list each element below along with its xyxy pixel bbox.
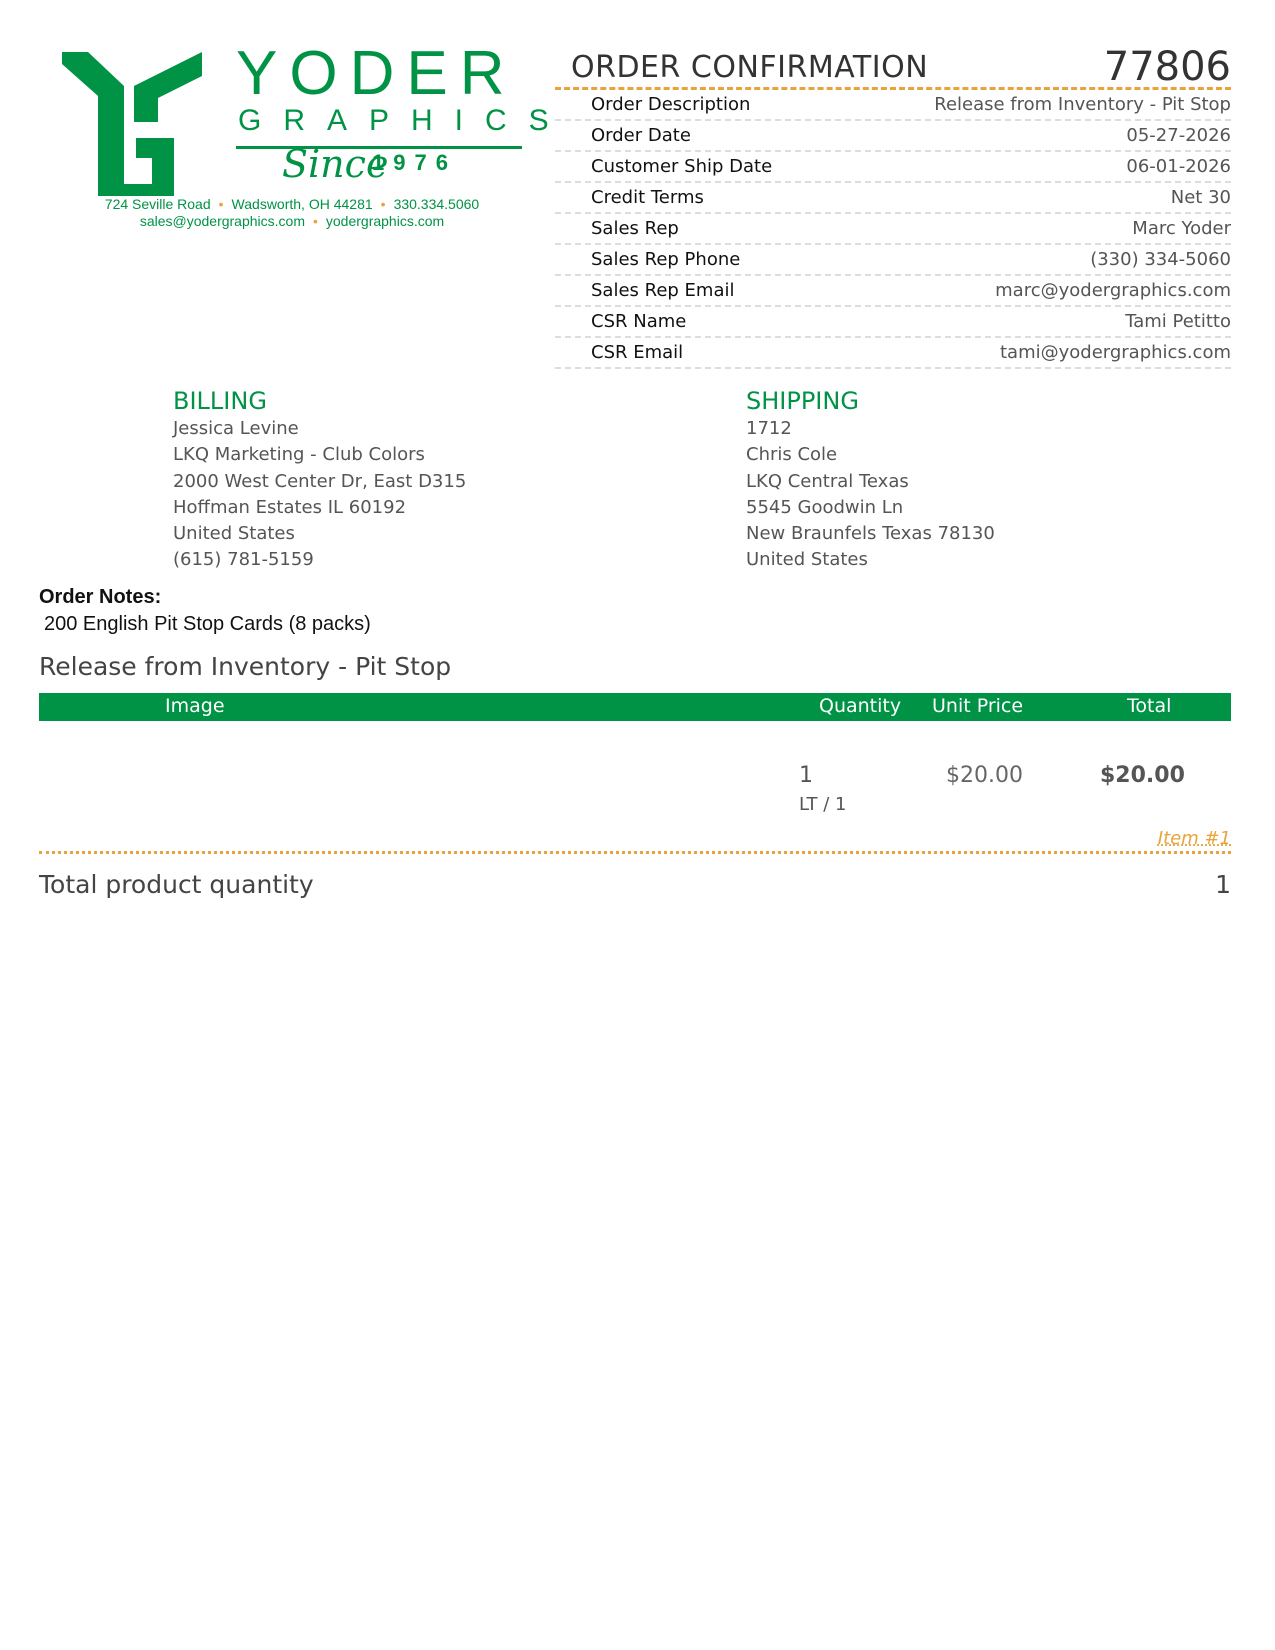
info-row-order-date [555,121,1231,152]
info-label: Sales Rep [591,218,679,239]
shipping-line: 5545 Goodwin Ln [746,496,904,518]
order-header [555,44,1231,88]
billing-address [173,386,466,574]
item-number-label: Item #1 [1157,828,1231,849]
order-info-table [555,90,1231,369]
section-title: Release from Inventory - Pit Stop [39,652,452,681]
header-total: Total [1127,695,1172,717]
info-value: Net 30 [1170,187,1231,208]
order-notes-text: 200 English Pit Stop Cards (8 packs) [44,613,371,635]
billing-line: United States [173,523,295,545]
info-value: (330) 334-5060 [1090,249,1231,270]
brand-year: 1976 [372,150,457,175]
order-notes-heading: Order Notes: [39,586,162,608]
info-label: Order Date [591,125,691,146]
info-label: Customer Ship Date [591,156,773,177]
items-table-header [39,693,1231,721]
company-phone: 330.334.5060 [393,196,480,212]
company-website[interactable]: yodergraphics.com [325,213,445,229]
shipping-line: United States [746,549,868,571]
brand-name-yoder: YODER [236,39,517,108]
info-row-csr-name [555,307,1231,338]
info-label: Order Description [591,94,751,115]
brand-since: Since [282,142,389,186]
billing-line: LKQ Marketing - Club Colors [173,444,425,466]
billing-heading: BILLING [173,387,267,415]
yg-monogram-icon [62,46,222,196]
shipping-line: New Braunfels Texas 78130 [746,523,995,545]
item-unit: LT / 1 [799,794,847,815]
order-title: ORDER CONFIRMATION [571,50,929,85]
info-label: Credit Terms [591,187,704,208]
company-logo [62,39,571,246]
company-city: Wadsworth, OH 44281 [231,196,373,212]
billing-line: 2000 West Center Dr, East D315 [173,470,467,492]
info-row-order-description [555,90,1231,121]
header-unit-price: Unit Price [932,695,1024,717]
brand-name-graphics: GRAPHICS [238,104,571,137]
csr-email-link[interactable]: tami@yodergraphics.com [999,342,1231,363]
info-value: 06-01-2026 [1126,156,1231,177]
item-divider [39,851,1231,854]
info-value: Release from Inventory - Pit Stop [934,94,1231,115]
company-address: 724 Seville Road [104,196,211,212]
billing-line: (615) 781-5159 [173,549,314,571]
company-web-line: sales@yodergraphics.com • yodergraphics.com [139,213,445,229]
item-quantity: 1 [799,763,813,788]
shipping-line: Chris Cole [746,444,838,466]
shipping-address [746,386,995,574]
info-row-csr-email [555,338,1231,369]
header-image: Image [165,695,225,717]
info-value: Marc Yoder [1132,218,1231,239]
info-value: 05-27-2026 [1126,125,1231,146]
info-row-sales-rep [555,214,1231,245]
order-notes [39,586,371,636]
billing-line: Hoffman Estates IL 60192 [173,496,407,518]
billing-line: Jessica Levine [173,418,299,439]
info-label: Sales Rep Phone [591,249,741,270]
item-total: $20.00 [1100,763,1185,788]
company-address-line: 724 Seville Road • Wadsworth, OH 44281 • 330.334.5060 [104,196,480,212]
info-row-credit-terms [555,183,1231,214]
total-quantity-value: 1 [1215,870,1231,899]
info-value: Tami Petitto [1125,311,1231,332]
shipping-line: 1712 [746,418,792,439]
total-quantity-label: Total product quantity [39,870,314,899]
info-label: Sales Rep Email [591,280,735,301]
info-label: CSR Email [591,342,684,363]
info-row-sales-rep-phone [555,245,1231,276]
header-quantity: Quantity [819,695,902,717]
sales-rep-email-link[interactable]: marc@yodergraphics.com [995,280,1231,301]
shipping-line: LKQ Central Texas [746,470,909,492]
info-row-ship-date [555,152,1231,183]
company-email[interactable]: sales@yodergraphics.com [139,213,305,229]
info-label: CSR Name [591,311,687,332]
info-row-sales-rep-email [555,276,1231,307]
item-unit-price: $20.00 [946,763,1023,788]
order-number: 77806 [1103,44,1231,90]
shipping-heading: SHIPPING [746,387,859,415]
